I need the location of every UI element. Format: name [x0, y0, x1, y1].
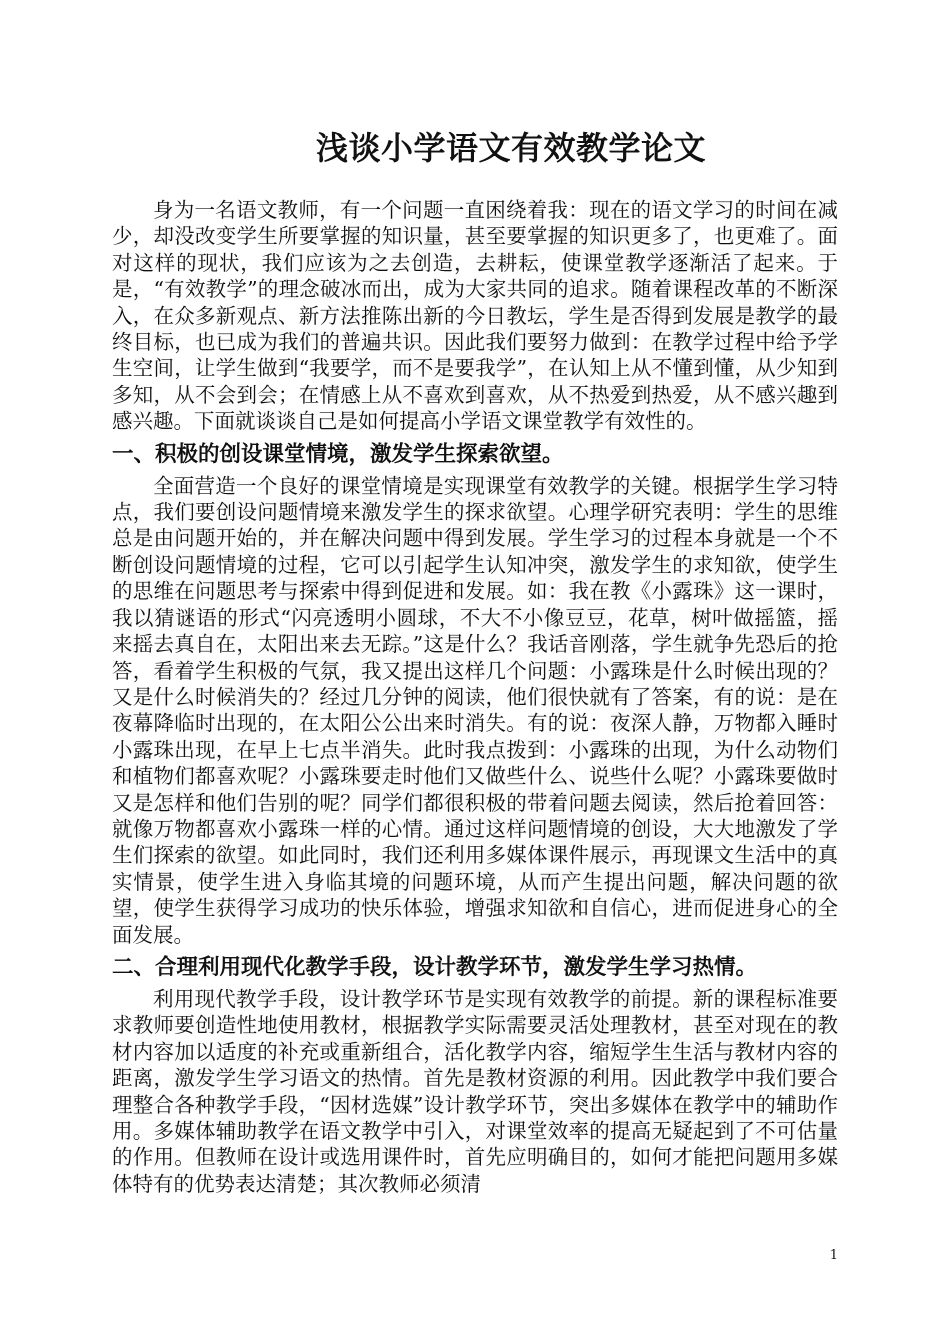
section-paragraph-2: 利用现代教学手段，设计教学环节是实现有效教学的前提。新的课程标准要求教师要创造性地使用教材，根据教学实际需要灵活处理教材，甚至对现在的教材内容加以适度的补充或重新组合，活化教学内容，缩短学生生活与教材内容的距离，激发学生学习语文的热情。首先是教材资源的利用。因此教学中我们要合理整合各种教学手段，“因材选媒”设计教学环节，突出多媒体在教学中的辅助作用。多媒体辅助教学在语文教学中引入，对课堂效率的提高无疑起到了不可估量的作用。但教师在设计或选用课件时，首先应明确目的，如何才能把问题用多媒体特有的优势表达清楚；其次教师必须清 — [112, 986, 838, 1196]
page-number: 1 — [829, 1248, 838, 1263]
section-heading-2: 二、合理利用现代化教学手段，设计教学环节，激发学生学习热情。 — [112, 954, 758, 980]
section-paragraph-1: 全面营造一个良好的课堂情境是实现课堂有效教学的关键。根据学生学习特点，我们要创设问题情境来激发学生的探求欲望。心理学研究表明：学生的思维总是由问题开始的，并在解决问题中得到发展。学生学习的过程本身就是一个不断创设问题情境的过程，它可以引起学生认知冲突，激发学生的求知欲，使学生的思维在问题思考与探索中得到促进和发展。如：我在教《小露珠》这一课时，我以猜谜语的形式“闪亮透明小圆球，不大不小像豆豆，花草，树叶做摇篮，摇来摇去真自在，太阳出来去无踪。”这是什么？我话音刚落，学生就争先恐后的抢答，看着学生积极的气氛，我又提出这样几个问题：小露珠是什么时候出现的？又是什么时候消失的？经过几分钟的阅读，他们很快就有了答案，有的说：是在夜幕降临时出现的，在太阳公公出来时消失。有的说：夜深人静，万物都入睡时小露珠出现，在早上七点半消失。此时我点拨到：小露珠的出现，为什么动物们和植物们都喜欢呢？小露珠要走时他们又做些什么、说些什么呢？小露珠要做时又是怎样和他们告别的呢？同学们都很积极的带着问题去阅读，然后抢着回答：就像万物都喜欢小露珠一样的心情。通过这样问题情境的创设，大大地激发了学生们探索的欲望。如此同时，我们还利用多媒体课件展示，再现课文生活中的真实情景，使学生进入身临其境的问题环境，从而产生提出问题，解决问题的欲望，使学生获得学习成功的快乐体验，增强求知欲和自信心，进而促进身心的全面发展。 — [112, 473, 838, 947]
document-title: 浅谈小学语文有效教学论文 — [315, 129, 706, 167]
intro-paragraph: 身为一名语文教师，有一个问题一直困绕着我：现在的语文学习的时间在减少，却没改变学生所要掌握的知识量，甚至要掌握的知识更多了，也更难了。面对这样的现状，我们应该为之去创造，去耕耘，使课堂教学逐渐活了起来。于是，“有效教学”的理念破冰而出，成为大家共同的追求。随着课程改革的不断深入，在众多新观点、新方法推陈出新的今日教坛，学生是否得到发展是教学的最终目标，也已成为我们的普遍共识。因此我们要努力做到：在教学过程中给予学生空间，让学生做到“我要学，而不是要我学”，在认知上从不懂到懂，从少知到多知，从不会到会；在情感上从不喜欢到喜欢，从不热爱到热爱，从不感兴趣到感兴趣。下面就谈谈自己是如何提高小学语文课堂教学有效性的。 — [112, 198, 838, 434]
section-heading-1: 一、积极的创设课堂情境，激发学生探索欲望。 — [112, 441, 564, 467]
document-body — [112, 197, 838, 1197]
